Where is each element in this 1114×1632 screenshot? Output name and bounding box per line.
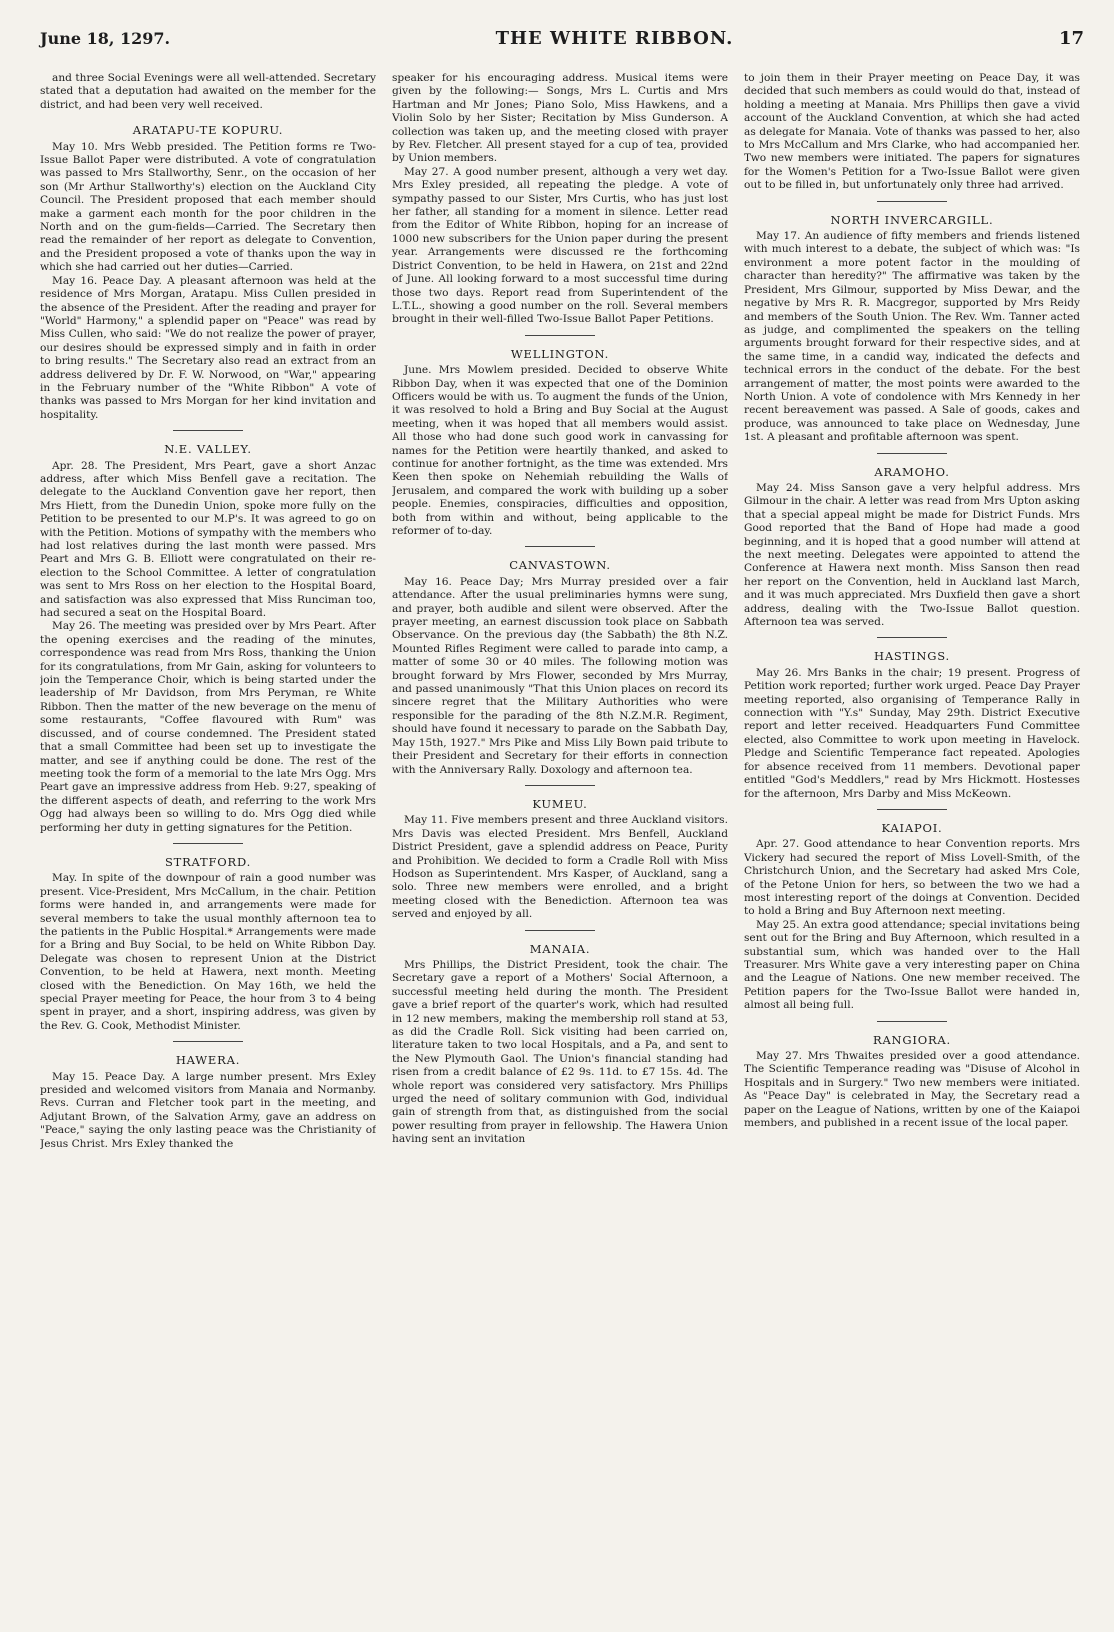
publication-title: THE WHITE RIBBON. — [495, 28, 734, 49]
column-2 — [392, 72, 728, 1632]
section-divider — [525, 930, 595, 931]
section-divider — [877, 637, 947, 638]
column-1 — [40, 72, 376, 1632]
section-heading: MANAIA. — [529, 941, 591, 956]
report-paragraph: May. In spite of the downpour of rain a good number was present. Vice-President, Mrs McCallum, in the chair. Petition forms were handed in, and arrangements were made for several members to take the usual monthly afternoon tea to the patients in the Public Hospital.* Arrangements were made for a Bring and Buy Social, to be held on White Ribbon Day. Delegate was chosen to represent Union at the District Convention, to be held at Hawera, next month. Meeting closed with the Benediction. On May 16th, we held the special Prayer meeting for Peace, the hour from 3 to 4 being spent in prayer, and a short, inspiring address, was given by the Rev. G. Cook, Methodist Minister. — [40, 872, 376, 1032]
report-paragraph: June. Mrs Mowlem presided. Decided to observe White Ribbon Day, when it was expected that one of the Dominion Officers would be with us. To augment the funds of the Union, it was resolved to hold a Bring and Buy Social at the August meeting, when it was hoped that all members would assist. All those who had done such good work in canvassing for names for the Petition were heartily thanked, and asked to continue for another fortnight, as the time was extended. Mrs Keen then spoke on Nehemiah rebuilding the Walls of Jerusalem, and compared the work with building up a sober people. Enemies, conspiracies, difficulties and opposition, both from within and without, being applicable to the reformer of to-day. — [392, 364, 728, 537]
report-paragraph: May 24. Miss Sanson gave a very helpful address. Mrs Gilmour in the chair. A letter was read from Mrs Upton asking that a special appeal might be made for District Funds. Mrs Good reported that the Band of Hope had made a good beginning, and it is hoped that a good number will attend at the next meeting. Delegates were appointed to attend the Conference at Hawera next month. Miss Sanson then read her report on the Convention, held in Auckland last March, and it was much appreciated. Mrs Duxfield then gave a short address, dealing with the Two-Issue Ballot question. Afternoon tea was served. — [744, 481, 1080, 629]
report-paragraph: May 26. The meeting was presided over by Mrs Peart. After the opening exercises and the reading of the minutes, correspondence was read from Mrs Ross, thanking the Union for its congratulations, from Mr Gain, asking for volunteers to join the Temperance Choir, which is being started under the leadership of Mr Davidson, from Mrs Peryman, re White Ribbon. Then the matter of the new beverage on the menu of some restaurants, "Coffee flavoured with Rum" was discussed, and of course condemned. The President stated that a small Committee had been set up to investigate the matter, and see if anything could be done. The rest of the meeting took the form of a memorial to the late Mrs Ogg. Mrs Peart gave an impressive address from Heb. 9:27, speaking of the different aspects of death, and referring to the work Mrs Ogg had always been so willing to do. Mrs Ogg died while performing her duty in getting signatures for the Petition. — [40, 620, 376, 834]
report-paragraph: May 10. Mrs Webb presided. The Petition forms re Two-Issue Ballot Paper were distributed. A vote of congratulation was passed to Mrs Stallworthy, Senr., on the occasion of her son (Mr Arthur Stallworthy's) election on the Auckland City Council. The President proposed that each member should make a garment each month for the poor children in the North and on the gum-fields—Carried. The Secretary then read the remainder of her report as delegate to Convention, and the President proposed a vote of thanks upon the way in which she had carried out her duties—Carried. — [40, 140, 376, 274]
section-heading: NORTH INVERCARGILL. — [830, 212, 994, 227]
section-heading: ARATAPU-TE KOPURU. — [132, 123, 284, 138]
report-paragraph: speaker for his encouraging address. Musical items were given by the following:— Songs, Mrs L. Curtis and Mrs Hartman and Mr Jones; Piano Solo, Miss Hawkens, and a Violin Solo by her Sister; Recitation by Miss Gunderson. A collection was taken up, and the meeting closed with prayer by Rev. Fletcher. All present stayed for a cup of tea, provided by Union members. — [392, 72, 728, 165]
report-paragraph: May 16. Peace Day; Mrs Murray presided over a fair attendance. After the usual preliminaries hymns were sung, and prayer, both audible and silent were observed. After the prayer meeting, an earnest discussion took place on Sabbath Observance. On the previous day (the Sabbath) the 8th N.Z. Mounted Rifles Regiment were called to parade into camp, a matter of some 30 or 40 miles. The following motion was brought forward by Mrs Flower, seconded by Mrs Murray, and passed unanimously "That this Union places on record its sincere regret that the Military Authorities who were responsible for the parading of the 8th N.Z.M.R. Regiment, should have found it necessary to parade on the Sabbath Day, May 15th, 1927." Mrs Pike and Miss Lily Bown paid tribute to their President and Secretary for their efforts in connection with the Anniversary Rally. Doxology and afternoon tea. — [392, 575, 728, 776]
section-heading: HAWERA. — [175, 1053, 241, 1068]
section-heading: RANGIORA. — [872, 1032, 951, 1047]
column-3 — [744, 72, 1080, 1632]
report-paragraph: Mrs Phillips, the District President, took the chair. The Secretary gave a report of a Mothers' Social Afternoon, a successful meeting held during the month. The President gave a brief report of the quarter's work, which had resulted in 12 new members, making the membership roll stand at 53, as did the Cradle Roll. Sick visiting had been carried on, literature taken to two local Hospitals, and a Pa, and sent to the New Plymouth Gaol. The Union's financial standing had risen from a credit balance of £2 9s. 11d. to £7 15s. 4d. The whole report was considered very satisfactory. Mrs Phillips urged the need of solitary communion with God, individual gain of strength from that, as distinguished from the social power resulting from prayer in fellowship. The Hawera Union having sent an invitation — [392, 958, 728, 1146]
report-paragraph: May 26. Mrs Banks in the chair; 19 present. Progress of Petition work reported; further work urged. Peace Day Prayer meeting reported, also organising of Temperance Rally in connection with "Y.s" Sunday, May 29th. District Executive report and letter received. Headquarters Fund Committee elected, also Committee to work upon meeting in Havelock. Pledge and Scientific Temperance fact repeated. Apologies for absence received from 11 members. Devotional paper entitled "God's Meddlers," read by Mrs Hickmott. Hostesses for the afternoon, Mrs Darby and Miss McKeown. — [744, 666, 1080, 800]
masthead — [40, 28, 1084, 58]
section-divider — [877, 809, 947, 810]
section-divider — [525, 785, 595, 786]
section-divider — [877, 201, 947, 202]
section-divider — [525, 335, 595, 336]
section-divider — [525, 546, 595, 547]
section-divider — [877, 1021, 947, 1022]
section-heading: CANVASTOWN. — [509, 558, 611, 573]
section-divider — [877, 453, 947, 454]
report-paragraph: Apr. 28. The President, Mrs Peart, gave a short Anzac address, after which Miss Benfell gave a recitation. The delegate to the Auckland Convention gave her report, then Mrs Hiett, from the Dunedin Union, spoke more fully on the Petition to be presented to our M.P's. It was agreed to go on with the Petition. Motions of sympathy with the members who had lost relatives during the last month were passed. Mrs Peart and Mrs G. B. Elliott were congratulated on their re-election to the School Committee. A letter of congratulation was sent to Mrs Ross on her election to the Hospital Board, and satisfaction was also expressed that Miss Runciman too, had secured a seat on the Hospital Board. — [40, 459, 376, 620]
report-paragraph: May 11. Five members present and three Auckland visitors. Mrs Davis was elected President. Mrs Benfell, Auckland District President, gave a splendid address on Peace, Purity and Prohibition. We decided to form a Cradle Roll with Miss Hodson as Superintendent. Mrs Kasper, of Auckland, sang a solo. Three new members were enrolled, and a bright meeting closed with the Benediction. Afternoon tea was served and enjoyed by all. — [392, 814, 728, 921]
issue-date: June 18, 1297. — [40, 29, 171, 48]
report-paragraph: and three Social Evenings were all well-attended. Secretary stated that a deputation had awaited on the member for the district, and had been very well received. — [40, 72, 376, 111]
section-divider — [173, 430, 243, 431]
report-paragraph: May 25. An extra good attendance; special invitations being sent out for the Bring and Buy Afternoon, which resulted in a substantial sum, which was handed over to the Hall Treasurer. Mrs White gave a very interesting paper on China and the League of Nations. One new member received. The Petition papers for the Two-Issue Ballot were handed in, almost all being full. — [744, 918, 1080, 1012]
report-paragraph: Apr. 27. Good attendance to hear Convention reports. Mrs Vickery had secured the report of Miss Lovell-Smith, of the Christchurch Union, and the Secretary had asked Mrs Cole, of the Petone Union for hers, so between the two we had a most interesting report of the doings at Convention. Decided to hold a Bring and Buy Afternoon next meeting. — [744, 838, 1080, 918]
report-paragraph: to join them in their Prayer meeting on Peace Day, it was decided that such members as could would do that, instead of holding a meeting at Manaia. Mrs Phillips then gave a vivid account of the Auckland Convention, at which she had acted as delegate for Manaia. Vote of thanks was passed to her, also to Mrs McCallum and Mrs Clarke, who had accompanied her. Two new members were initiated. The papers for signatures for the Women's Petition for a Two-Issue Ballot were given out to be filled in, but unfortunately only three had arrived. — [744, 72, 1080, 192]
section-heading: KUMEU. — [532, 796, 588, 811]
page-number: 17 — [1058, 28, 1084, 49]
section-divider — [173, 843, 243, 844]
section-heading: N.E. VALLEY. — [164, 442, 252, 457]
section-heading: STRATFORD. — [164, 854, 252, 869]
report-paragraph: May 17. An audience of fifty members and friends listened with much interest to a debate, the subject of which was: "Is environment a more potent factor in the moulding of character than heredity?" The affirmative was taken by the President, Mrs Gilmour, supported by Miss Dewar, and the negative by Mrs R. R. Macgregor, supported by Mrs Reidy and members of the South Union. The Rev. Wm. Tanner acted as judge, and complimented the speakers on the telling arguments brought forward for their respective sides, and at the same time, in a candid way, indicated the defects and technical errors in the conduct of the debate. For the best arrangement of matter, the most points were awarded to the North Union. A vote of condolence with Mrs Kennedy in her recent bereavement was passed. A Sale of goods, cakes and produce, was announced to take place on Wednesday, June 1st. A pleasant and profitable afternoon was spent. — [744, 230, 1080, 444]
report-paragraph: May 27. Mrs Thwaites presided over a good attendance. The Scientific Temperance reading was "Disuse of Alcohol in Hospitals and in Surgery." Two new members were initiated. As "Peace Day" is celebrated in May, the Secretary read a paper on the League of Nations, written by one of the Kaiapoi members, and published in a recent issue of the local paper. — [744, 1050, 1080, 1130]
columns — [40, 72, 1084, 1632]
section-heading: KAIAPOI. — [881, 820, 943, 835]
report-paragraph: May 15. Peace Day. A large number present. Mrs Exley presided and welcomed visitors from Manaia and Normanby. Revs. Curran and Fletcher took part in the meeting, and Adjutant Brown, of the Salvation Army, gave an address on "Peace," saying the only lasting peace was the Christianity of Jesus Christ. Mrs Exley thanked the — [40, 1070, 376, 1150]
section-heading: WELLINGTON. — [510, 346, 610, 361]
section-heading: ARAMOHO. — [874, 464, 950, 479]
report-paragraph: May 16. Peace Day. A pleasant afternoon was held at the residence of Mrs Morgan, Aratapu. Miss Cullen presided in the absence of the President. After the reading and prayer for "World" Harmony," a splendid paper on "Peace" was read by Miss Cullen, who said: "We do not realize the power of prayer, our desires should be expressed simply and in faith in order to bring results." The Secretary also read an extract from an address delivered by Dr. F. W. Norwood, on "War," appearing in the February number of the "White Ribbon" A vote of thanks was passed to Mrs Morgan for her kind invitation and hospitality. — [40, 274, 376, 421]
section-heading: HASTINGS. — [874, 649, 950, 664]
report-paragraph: May 27. A good number present, although a very wet day. Mrs Exley presided, all repeating the pledge. A vote of sympathy passed to our Sister, Mrs Curtis, who has just lost her father, all standing for a moment in silence. Letter read from the Editor of White Ribbon, hoping for an increase of 1000 new subscribers for the Union paper during the present year. Arrangements were discussed re the forthcoming District Convention, to be held in Hawera, on 21st and 22nd of June. All looking forward to a most successful time during those two days. Report read from Superintendent of the L.T.L., showing a good number on the roll. Several members brought in their well-filled Two-Issue Ballot Paper Petitions. — [392, 165, 728, 326]
section-divider — [173, 1041, 243, 1042]
